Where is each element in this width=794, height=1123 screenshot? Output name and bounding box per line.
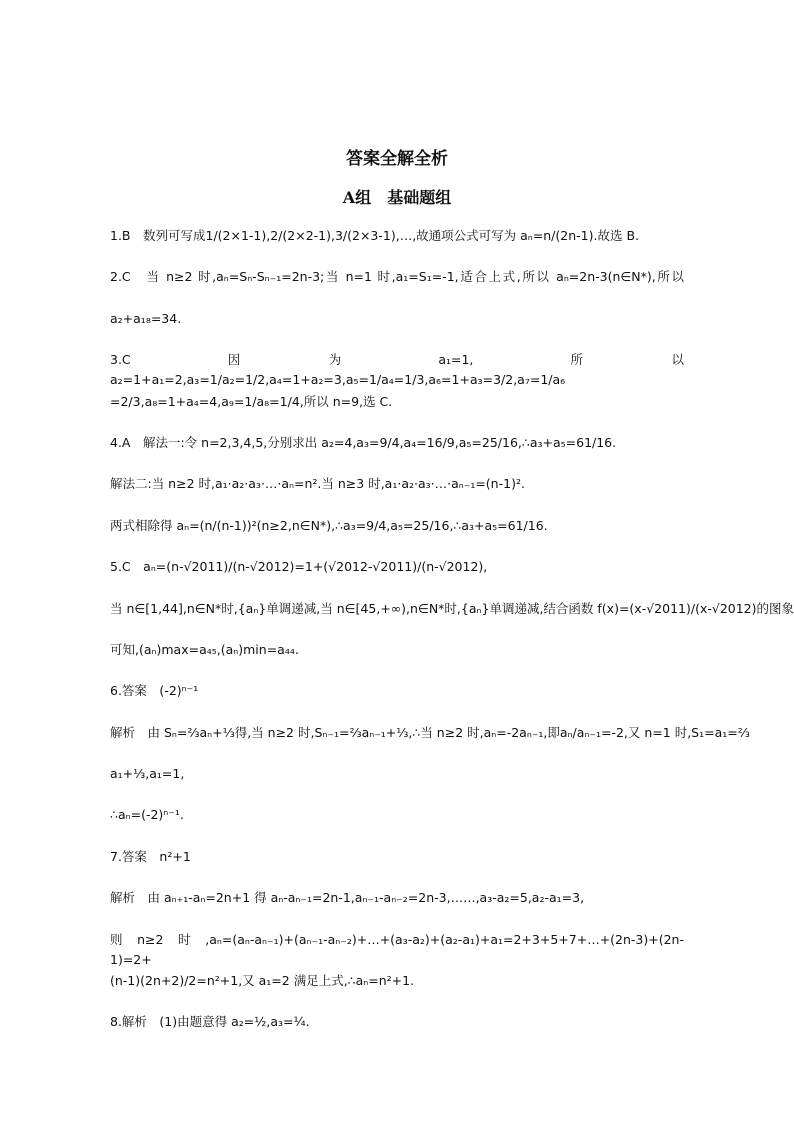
answer-1: 1.B 数列可写成1/(2×1-1),2/(2×2-1),3/(2×3-1),…,故通项公式可写为 aₙ=n/(2n-1).故选 B. — [110, 228, 639, 243]
answer-6-cont: a₁+⅓,a₁=1, — [110, 766, 185, 782]
section-heading: A组 基础题组 — [342, 188, 452, 207]
answer-body — [110, 226, 794, 1054]
answer-5-conclusion: 可知,(aₙ)max=a₄₅,(aₙ)min=a₄₄. — [110, 641, 299, 657]
answer-6-analysis: 解析 由 Sₙ=⅔aₙ+⅓得,当 n≥2 时,Sₙ₋₁=⅔aₙ₋₁+⅓,∴当 n≥2 时,aₙ=-2aₙ₋₁,即aₙ/aₙ₋₁=-2,又 n=1 时,S₁=a₁=⅔ — [110, 724, 750, 740]
answer-7-conclusion: (n-1)(2n+2)/2=n²+1,又 a₁=2 满足上式,∴aₙ=n²+1. — [110, 973, 415, 989]
answer-5-cont: 当 n∈[1,44],n∈N*时,{aₙ}单调递减,当 n∈[45,+∞),n∈N*时,{aₙ}单调递减,结合函数 f(x)=(x-√2011)/(x-√2012)的图象 — [110, 600, 794, 616]
page-title: 答案全解全析 — [346, 149, 448, 169]
answer-2-cont: a₂+a₁₈=34. — [110, 310, 182, 326]
answer-4-method2: 解法二:当 n≥2 时,a₁·a₂·a₃·…·aₙ=n².当 n≥3 时,a₁·a₂·a₃·…·aₙ₋₁=(n-1)². — [110, 476, 525, 492]
answer-4-cont: 两式相除得 aₙ=(n/(n-1))²(n≥2,n∈N*),∴a₃=9/4,a₅=25/16,∴a₃+a₅=61/16. — [110, 517, 548, 533]
answer-7: 7.答案 n²+1 — [110, 848, 191, 864]
answer-6: 6.答案 (-2)ⁿ⁻¹ — [110, 683, 199, 699]
answer-3: 3.C 因 为 a₁=1, 所 以 a₂=1+a₁=2,a₃=1/a₂=1/2,a₄=1+a₂=3,a₅=1/a₄=1/3,a₆=1+a₃=3/2,a₇=1/a₆ — [110, 352, 697, 388]
answer-8: 8.解析 (1)由题意得 a₂=½,a₃=¼. — [110, 1014, 310, 1030]
answer-4: 4.A 解法一:令 n=2,3,4,5,分别求出 a₂=4,a₃=9/4,a₄=16/9,a₅=25/16,∴a₃+a₅=61/16. — [110, 434, 617, 450]
answer-7-cont: 则 n≥2 时 ,aₙ=(aₙ-aₙ₋₁)+(aₙ₋₁-aₙ₋₂)+…+(a₃-a₂)+(a₂-a₁)+a₁=2+3+5+7+…+(2n-3)+(2n-1)=2+ — [110, 931, 684, 967]
answer-3-cont: =2/3,a₈=1+a₄=4,a₉=1/a₈=1/4,所以 n=9,选 C. — [110, 393, 393, 409]
answer-6-conclusion: ∴aₙ=(-2)ⁿ⁻¹. — [110, 807, 184, 823]
answer-7-analysis: 解析 由 aₙ₊₁-aₙ=2n+1 得 aₙ-aₙ₋₁=2n-1,aₙ₋₁-aₙ₋₂=2n-3,……,a₃-a₂=5,a₂-a₁=3, — [110, 890, 585, 906]
answer-5: 5.C aₙ=(n-√2011)/(n-√2012)=1+(√2012-√2011)/(n-√2012), — [110, 559, 488, 575]
answer-2: 2.C 当 n≥2 时,aₙ=Sₙ-Sₙ₋₁=2n-3;当 n=1 时,a₁=S₁=-1,适合上式,所以 aₙ=2n-3(n∈N*),所以 — [110, 269, 684, 285]
